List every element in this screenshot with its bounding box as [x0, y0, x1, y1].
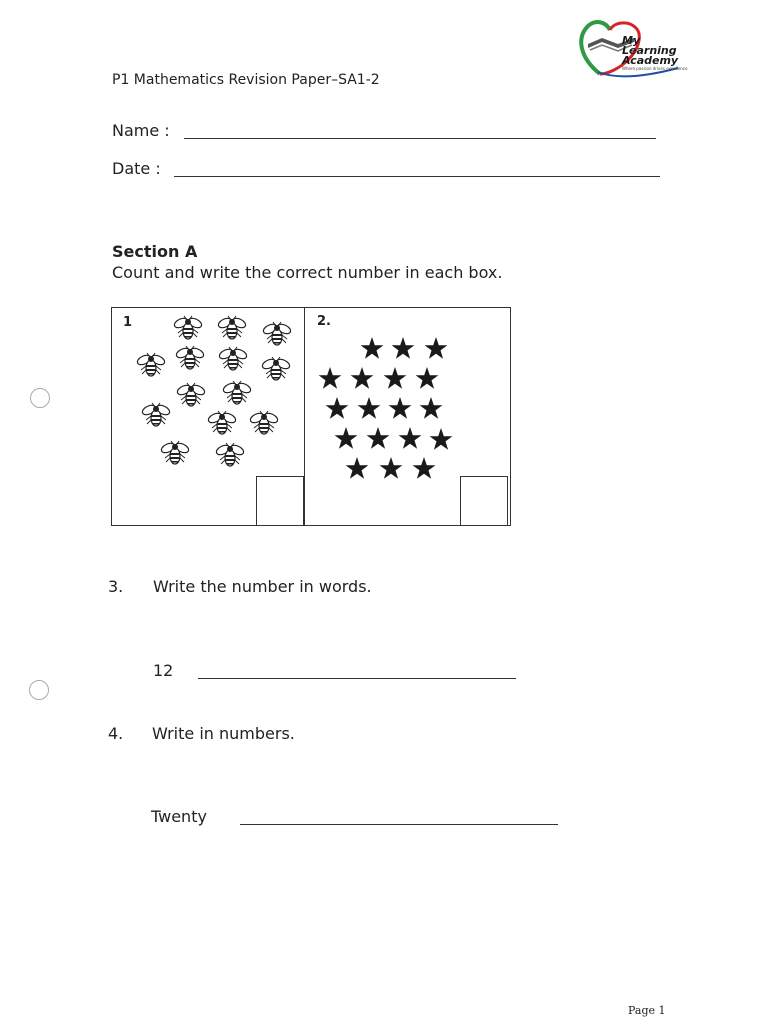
star-icon [326, 397, 349, 419]
star-icon [413, 457, 436, 479]
bee-icon [136, 353, 166, 376]
bee-icon [175, 346, 205, 369]
bee-icon [217, 316, 247, 339]
q2-number: 2. [317, 314, 331, 329]
star-icon [392, 337, 415, 359]
star-icon [430, 428, 453, 450]
star-icon [384, 367, 407, 389]
star-icon [399, 427, 422, 449]
name-label: Name : [112, 121, 170, 140]
bee-icon [249, 411, 279, 434]
star-icon [335, 427, 358, 449]
bee-icon [176, 383, 206, 406]
logo-line1: My [622, 34, 641, 47]
q3-text: Write the number in words. [153, 577, 372, 596]
bee-icon [215, 443, 245, 466]
date-label: Date : [112, 159, 161, 178]
star-icon [416, 367, 439, 389]
bee-icon [160, 441, 190, 464]
star-icon [367, 427, 390, 449]
bee-icon [262, 322, 292, 345]
star-icon [389, 397, 412, 419]
page-number: Page 1 [628, 1004, 666, 1017]
star-icon [358, 397, 381, 419]
q1-number: 1 [123, 315, 133, 330]
paper-title: P1 Mathematics Revision Paper–SA1-2 [112, 72, 380, 88]
q4-prompt: Twenty [151, 807, 207, 826]
bee-icon [141, 403, 171, 426]
q4-number: 4. [108, 724, 124, 743]
star-icon [351, 367, 374, 389]
bee-icon [173, 316, 203, 339]
q3-number: 3. [108, 577, 124, 596]
star-icon [346, 457, 369, 479]
star-icon [361, 337, 384, 359]
bee-icon [218, 347, 248, 370]
q3-prompt: 12 [153, 661, 174, 680]
star-icon [425, 337, 448, 359]
section-instruction: Count and write the correct number in each box. [112, 263, 503, 282]
q4-answer-line[interactable] [240, 824, 558, 825]
logo-line3: Academy [622, 54, 679, 67]
bee-icon [261, 357, 291, 380]
punch-hole [30, 388, 50, 408]
star-icon [380, 457, 403, 479]
q3-answer-line[interactable] [198, 678, 516, 679]
bee-icon [222, 381, 252, 404]
q4-text: Write in numbers. [152, 724, 295, 743]
logo-line2: Learning [622, 44, 677, 57]
star-icon [420, 397, 443, 419]
bee-icon [207, 411, 237, 434]
star-icon [319, 367, 342, 389]
punch-hole [29, 680, 49, 700]
logo-tagline: Where passion drives excellence [622, 66, 688, 71]
section-title: Section A [112, 242, 198, 261]
